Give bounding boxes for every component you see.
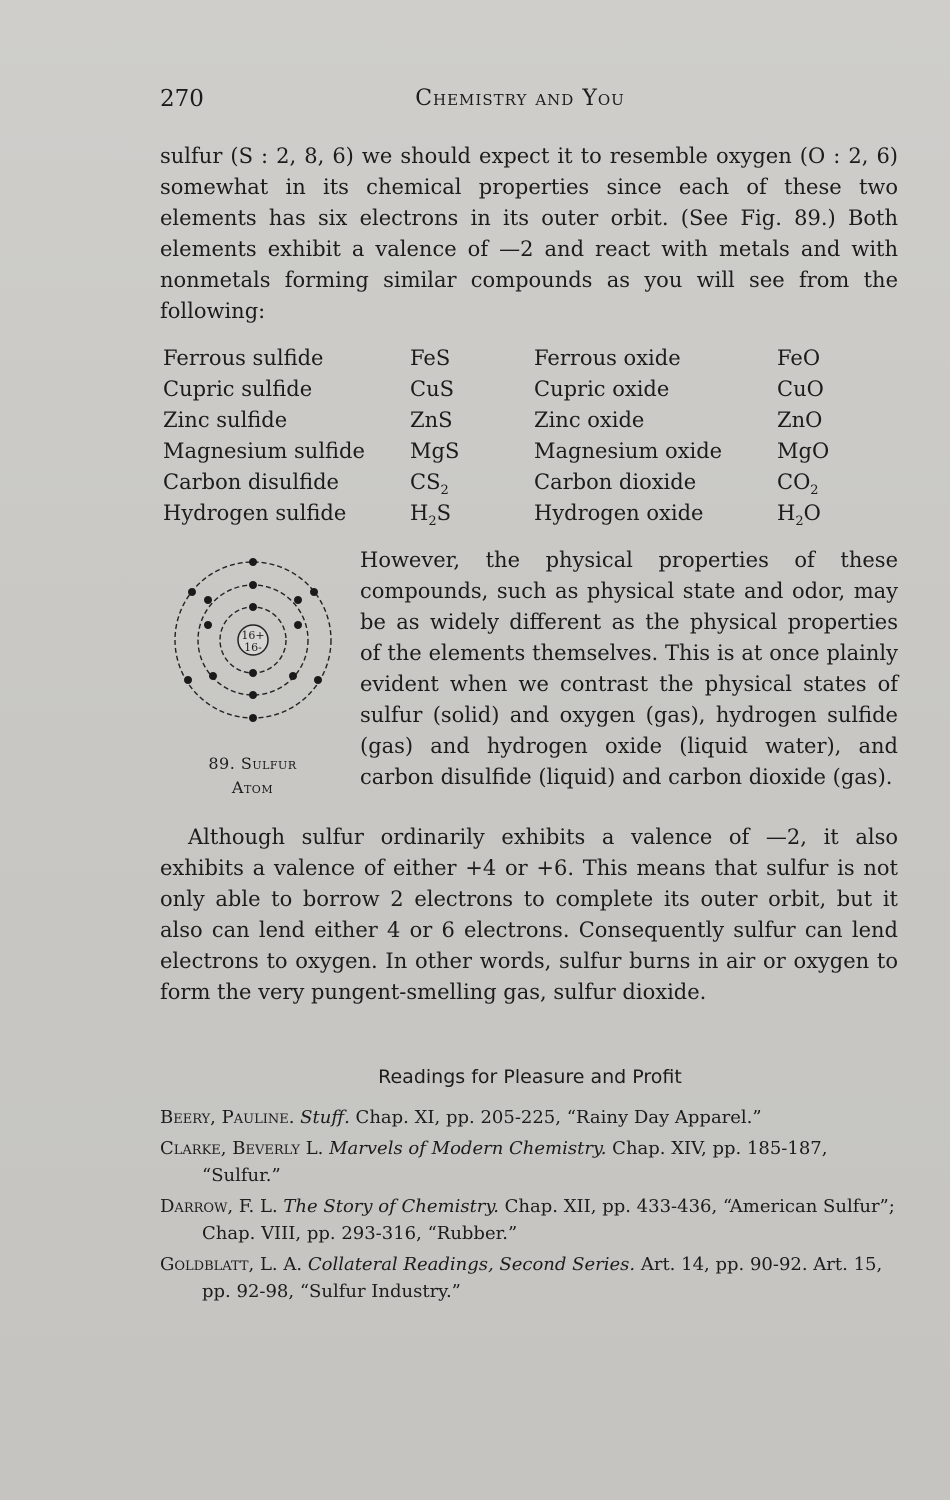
table-row (160, 467, 900, 498)
oxide-formula: $CO_2$ (777, 470, 819, 499)
page-number: 270 (160, 86, 204, 112)
electron (294, 596, 302, 604)
sulfide-formula: MgS (410, 439, 460, 463)
electron (314, 676, 322, 684)
valence-paragraph: Although sulfur ordinarily exhibits a valence of —2, it also exhibits a valence of either +4 or +6. This means that sulfur is not only able to borrow 2 electrons to complete its outer orbit, but it also can lend either 4 or 6 electrons. Consequently sulfur can lend electrons to oxygen. In other words, sulfur burns in air or oxygen to form the very pungent-smelling gas, sulfur dioxide. (160, 825, 898, 1004)
table-row (160, 374, 900, 405)
electron (249, 581, 257, 589)
sulfide-formula: FeS (410, 346, 451, 370)
electron (184, 676, 192, 684)
reading-detail: Chap. XIV, pp. 185-187, “Sulfur.” (202, 1138, 828, 1186)
oxide-formula: MgO (777, 439, 830, 463)
oxide-name: Magnesium oxide (534, 439, 723, 463)
electron (204, 621, 212, 629)
table-row (160, 405, 900, 436)
reading-entry (160, 1193, 900, 1247)
sulfide-name: Magnesium sulfide (163, 439, 365, 463)
oxide-name: Ferrous oxide (534, 346, 681, 370)
sulfur-atom-diagram (168, 550, 338, 730)
reading-author: Goldblatt, L. A. (160, 1254, 303, 1275)
oxide-name: Hydrogen oxide (534, 501, 704, 525)
oxide-formula: ZnO (777, 408, 823, 432)
reading-detail: Chap. XI, pp. 205-225, “Rainy Day Apparel.” (355, 1107, 762, 1128)
table-row (160, 343, 900, 374)
sulfide-name: Ferrous sulfide (163, 346, 324, 370)
electron (209, 672, 217, 680)
oxide-name: Carbon dioxide (534, 470, 697, 494)
compound-table (160, 343, 900, 529)
running-title: Chemistry and You (415, 86, 625, 111)
reading-book: The Story of Chemistry. (283, 1196, 499, 1217)
figure-caption (170, 752, 335, 800)
sulfide-name: Hydrogen sulfide (163, 501, 347, 525)
electron (188, 588, 196, 596)
sulfide-formula: CuS (410, 377, 454, 401)
oxide-name: Zinc oxide (534, 408, 645, 432)
reading-book: Collateral Readings, Second Series. (307, 1254, 636, 1275)
sulfide-name: Carbon disulfide (163, 470, 339, 494)
reading-entry (160, 1251, 900, 1305)
sulfide-name: Zinc sulfide (163, 408, 288, 432)
reading-book: Stuff. (300, 1107, 350, 1128)
reading-detail: Art. 14, pp. 90-92. Art. 15, pp. 92-98, “Sulfur Industry.” (202, 1254, 883, 1302)
caption-line: 89. Sulfur (208, 754, 297, 773)
readings-heading: Readings for Pleasure and Profit (378, 1066, 682, 1088)
electron (249, 558, 257, 566)
electron (204, 596, 212, 604)
caption-line: Atom (231, 778, 274, 797)
oxide-formula: CuO (777, 377, 824, 401)
electron (289, 672, 297, 680)
nucleus-neutrons: 16- (244, 641, 262, 654)
oxide-name: Cupric oxide (534, 377, 670, 401)
table-row (160, 436, 900, 467)
reading-entry (160, 1135, 900, 1189)
reading-detail: Chap. XII, pp. 433-436, “American Sulfur”; Chap. VIII, pp. 293-316, “Rubber.” (202, 1196, 895, 1244)
electron (249, 603, 257, 611)
electron (249, 669, 257, 677)
intro-paragraph: sulfur (S : 2, 8, 6) we should expect it to resemble oxygen (O : 2, 6) somewhat in its chemical properties since each of these two elements has six electrons in its outer orbit. (See Fig. 89.) Both elements exhibit a valence of —2 and react with metals and with nonmetals forming similar compounds as you will see from the following: (160, 144, 898, 323)
electron (310, 588, 318, 596)
sulfide-formula: $CS_2$ (410, 470, 449, 499)
oxide-formula: FeO (777, 346, 821, 370)
sulfide-name: Cupric sulfide (163, 377, 313, 401)
sulfide-formula: ZnS (410, 408, 453, 432)
electron (294, 621, 302, 629)
reading-book: Marvels of Modern Chemistry. (329, 1138, 607, 1159)
readings-list (160, 1104, 900, 1309)
reading-author: Darrow, F. L. (160, 1196, 278, 1217)
electron (249, 714, 257, 722)
table-row (160, 498, 900, 529)
reading-author: Clarke, Beverly L. (160, 1138, 324, 1159)
physical-properties-paragraph: However, the physical properties of these compounds, such as physical state and odor, may be as widely different as the physical properties of the elements themselves. This is at once plainly evident when we contrast the physical states of sulfur (solid) and oxygen (gas), hydrogen sulfide (gas) and hydrogen oxide (liquid water), and carbon disulfide (liquid) and carbon dioxide (gas). (360, 548, 898, 789)
sulfide-formula: $H_2S$ (410, 501, 451, 530)
reading-author: Beery, Pauline. (160, 1107, 295, 1128)
nucleus-protons: 16+ (241, 629, 265, 642)
electron (249, 691, 257, 699)
oxide-formula: $H_2O$ (777, 501, 821, 530)
reading-entry (160, 1104, 900, 1131)
